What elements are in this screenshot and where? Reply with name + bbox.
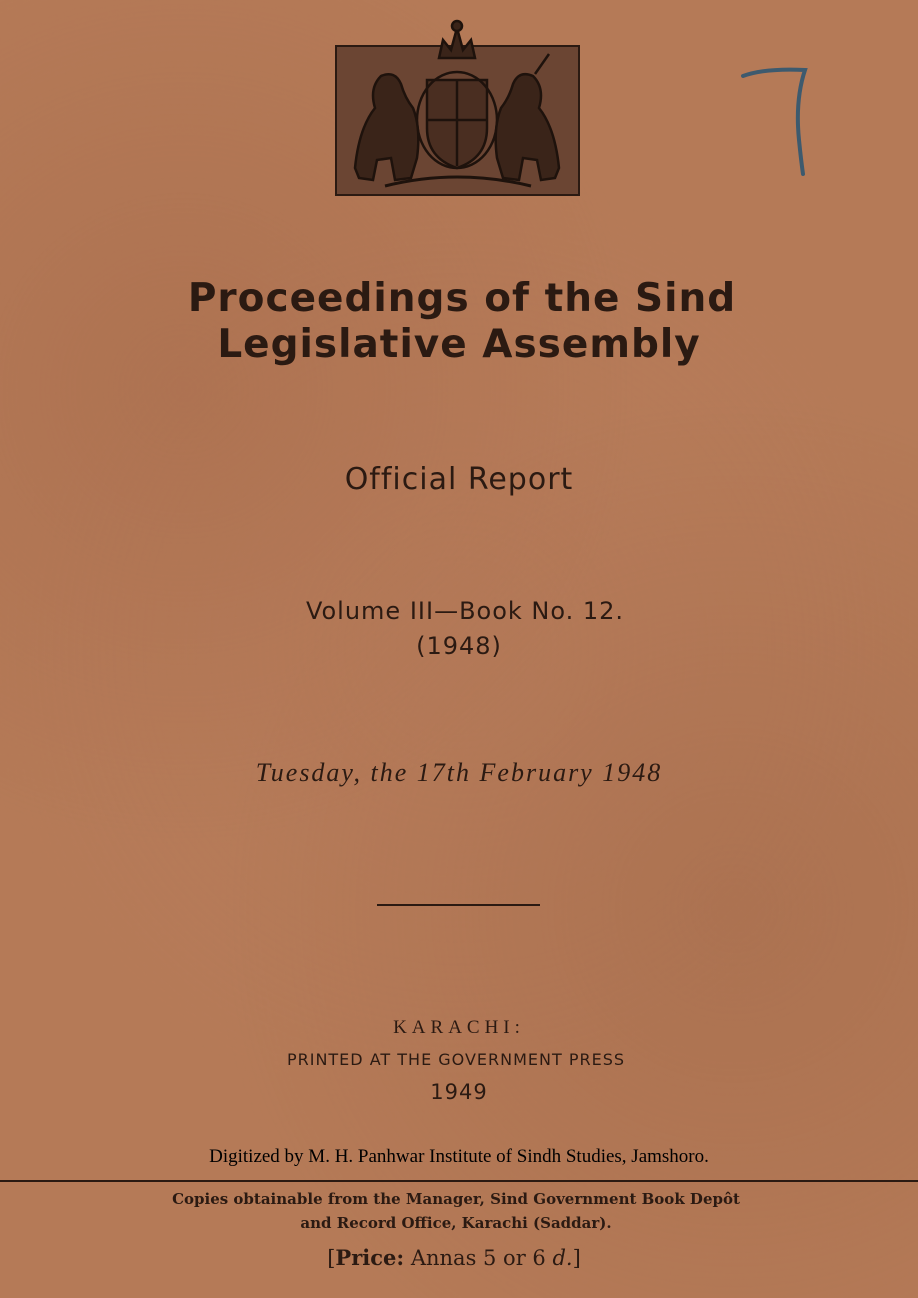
session-date: Tuesday, the 17th February 1948 [255,758,663,787]
price-open-bracket: [ [327,1246,336,1270]
title-line-2: Legislative Assembly [217,322,701,367]
imprint-printer: PRINTED AT THE GOVERNMENT PRESS [286,1050,626,1069]
title-line-1: Proceedings of the Sind [187,276,737,321]
volume-number: Volume III—Book No. 12. [305,597,625,625]
imprint-place: KARACHI: [393,1017,525,1038]
subtitle: Official Report [344,462,574,497]
handwritten-pen-mark [735,60,825,180]
price-label: Price: [335,1245,405,1270]
copies-line-2: and Record Office, Karachi (Saddar). [300,1214,612,1232]
price-unit: d. [552,1246,573,1270]
royal-coat-of-arms-icon [335,18,580,196]
divider-full [0,1180,918,1182]
volume-year: (1948) [416,632,502,660]
price-notice [0,1245,908,1270]
price-close-bracket: ] [572,1246,581,1270]
copies-notice [0,1187,912,1235]
digitized-note: Digitized by M. H. Panhwar Institute of Sindh Studies, Jamshoro. [209,1146,709,1167]
imprint-year: 1949 [430,1080,488,1104]
divider-short [377,904,540,906]
price-text: Annas 5 or 6 [404,1246,553,1270]
copies-line-1: Copies obtainable from the Manager, Sind Government Book Depôt [172,1190,740,1208]
